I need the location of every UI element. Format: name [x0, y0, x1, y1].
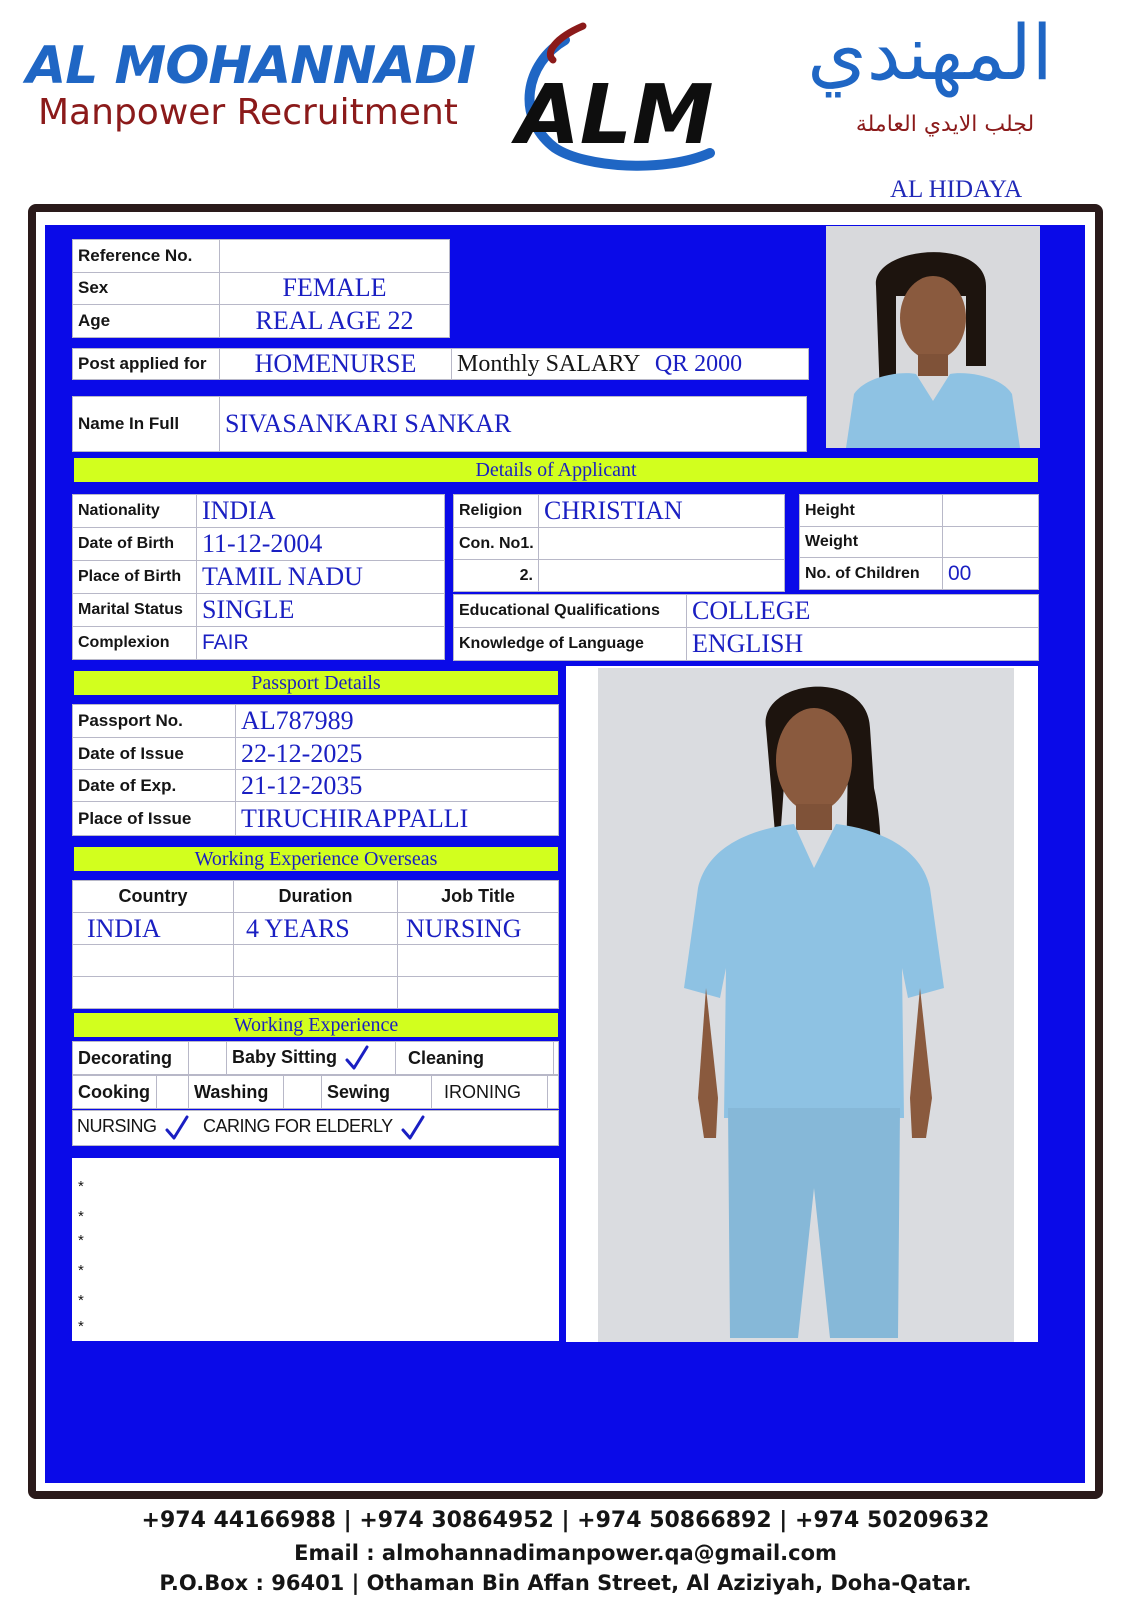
note-bullet: *	[78, 1292, 84, 1309]
skill-baby-sitting: Baby Sitting	[227, 1042, 396, 1075]
company-name-arabic: المهندي	[807, 8, 1053, 97]
applicant-section-title: Details of Applicant	[74, 458, 1038, 482]
dob-label: Date of Birth	[73, 528, 197, 561]
overseas-country-3	[73, 977, 234, 1009]
passport-table	[72, 704, 559, 836]
skill-decorating-box	[189, 1042, 227, 1075]
religion-label: Religion	[454, 495, 539, 528]
skills-row3	[72, 1110, 559, 1146]
contact2-value	[539, 560, 785, 592]
footer-address: P.O.Box : 96401 | Othaman Bin Affan Street, Al Aziziyah, Doha-Qatar.	[159, 1571, 972, 1595]
skill-cooking-box	[157, 1076, 189, 1109]
contact2-label: 2.	[454, 560, 539, 592]
skill-cooking: Cooking	[73, 1076, 157, 1109]
sex-label: Sex	[73, 272, 220, 305]
overseas-country-1: INDIA	[73, 913, 234, 945]
overseas-header-job: Job Title	[398, 881, 559, 913]
applicant-photo-portrait	[826, 226, 1040, 448]
education-table	[453, 594, 1039, 661]
marital-label: Marital Status	[73, 594, 197, 627]
nationality-value: INDIA	[197, 495, 445, 528]
applicant-photo-full	[598, 668, 1014, 1342]
language-label: Knowledge of Language	[454, 628, 687, 661]
post-label: Post applied for	[73, 349, 220, 380]
language-value: ENGLISH	[687, 628, 1039, 661]
skill-washing-box	[284, 1076, 322, 1109]
overseas-country-2	[73, 945, 234, 977]
height-label: Height	[800, 495, 943, 527]
svg-text:ALM: ALM	[516, 68, 714, 163]
post-table	[72, 348, 809, 380]
basic-info-table	[72, 239, 450, 338]
name-table	[72, 396, 807, 452]
passport-expiry-value: 21-12-2035	[236, 770, 559, 802]
complexion-value: FAIR	[197, 627, 445, 660]
note-bullet: *	[78, 1178, 84, 1195]
note-bullet: *	[78, 1208, 84, 1225]
passport-number-value: AL787989	[236, 705, 559, 738]
skills-table-row1	[72, 1041, 559, 1075]
weight-label: Weight	[800, 527, 943, 558]
overseas-header-duration: Duration	[234, 881, 398, 913]
skill-nursing: NURSING	[77, 1116, 157, 1137]
salary-value: QR 2000	[654, 350, 743, 377]
caring-check-icon	[401, 1115, 425, 1141]
overseas-job-1: NURSING	[398, 913, 559, 945]
skill-washing: Washing	[189, 1076, 284, 1109]
overseas-duration-2	[234, 945, 398, 977]
passport-issue-value: 22-12-2025	[236, 738, 559, 770]
overseas-job-2	[398, 945, 559, 977]
passport-expiry-label: Date of Exp.	[73, 770, 236, 802]
passport-section-title: Passport Details	[74, 671, 558, 695]
pob-label: Place of Birth	[73, 561, 197, 594]
age-value: REAL AGE 22	[220, 305, 450, 338]
education-label: Educational Qualifications	[454, 595, 687, 628]
baby-sitting-check-icon	[345, 1045, 369, 1071]
skill-decorating: Decorating	[73, 1042, 189, 1075]
overseas-job-3	[398, 977, 559, 1009]
company-tagline-arabic: لجلب الايدي العاملة	[855, 112, 1035, 137]
skill-ironing-box	[548, 1076, 559, 1109]
skill-sewing: Sewing	[322, 1076, 432, 1109]
agency-name: AL HIDAYA	[890, 176, 1023, 203]
note-bullet: *	[78, 1232, 84, 1249]
overseas-duration-1: 4 YEARS	[234, 913, 398, 945]
age-label: Age	[73, 305, 220, 338]
note-bullet: *	[78, 1262, 84, 1279]
marital-value: SINGLE	[197, 594, 445, 627]
religion-value: CHRISTIAN	[539, 495, 785, 528]
footer-email: Email : almohannadimanpower.qa@gmail.com	[294, 1541, 837, 1565]
children-value: 00	[943, 558, 1039, 590]
note-bullet: *	[78, 1318, 84, 1335]
skills-table-row2	[72, 1075, 559, 1109]
notes-box	[72, 1158, 559, 1341]
salary-label: Monthly SALARY	[457, 350, 641, 377]
passport-place-value: TIRUCHIRAPPALLI	[236, 802, 559, 836]
alm-logo	[495, 18, 735, 183]
pob-value: TAMIL NADU	[197, 561, 445, 594]
overseas-header-country: Country	[73, 881, 234, 913]
skills-section-title: Working Experience	[74, 1013, 558, 1037]
post-value: HOMENURSE	[220, 349, 452, 380]
children-label: No. of Children	[800, 558, 943, 590]
passport-number-label: Passport No.	[73, 705, 236, 738]
skill-ironing: IRONING	[432, 1076, 548, 1109]
contact1-value	[539, 528, 785, 560]
skill-cleaning: Cleaning	[396, 1042, 554, 1075]
sex-value: FEMALE	[220, 272, 450, 305]
weight-value	[943, 527, 1039, 558]
passport-place-label: Place of Issue	[73, 802, 236, 836]
company-name-english: AL MOHANNADI	[26, 36, 475, 96]
name-label: Name In Full	[73, 397, 220, 452]
complexion-label: Complexion	[73, 627, 197, 660]
dob-value: 11-12-2004	[197, 528, 445, 561]
applicant-left-table	[72, 494, 445, 660]
overseas-table	[72, 880, 559, 1009]
footer-phones: +974 44166988 | +974 30864952 | +974 50866892 | +974 50209632	[141, 1508, 990, 1533]
passport-issue-label: Date of Issue	[73, 738, 236, 770]
nursing-check-icon	[165, 1115, 189, 1141]
reference-label: Reference No.	[73, 240, 220, 273]
reference-value	[220, 240, 450, 273]
body-stats-table	[799, 494, 1039, 590]
company-tagline-english: Manpower Recruitment	[38, 92, 458, 133]
name-value: SIVASANKARI SANKAR	[220, 397, 807, 452]
overseas-section-title: Working Experience Overseas	[74, 847, 558, 871]
height-value	[943, 495, 1039, 527]
education-value: COLLEGE	[687, 595, 1039, 628]
religion-table	[453, 494, 785, 592]
nationality-label: Nationality	[73, 495, 197, 528]
overseas-duration-3	[234, 977, 398, 1009]
skill-cleaning-box	[554, 1042, 559, 1075]
skill-caring-elderly: CARING FOR ELDERLY	[202, 1116, 393, 1137]
contact1-label: Con. No1.	[454, 528, 539, 560]
